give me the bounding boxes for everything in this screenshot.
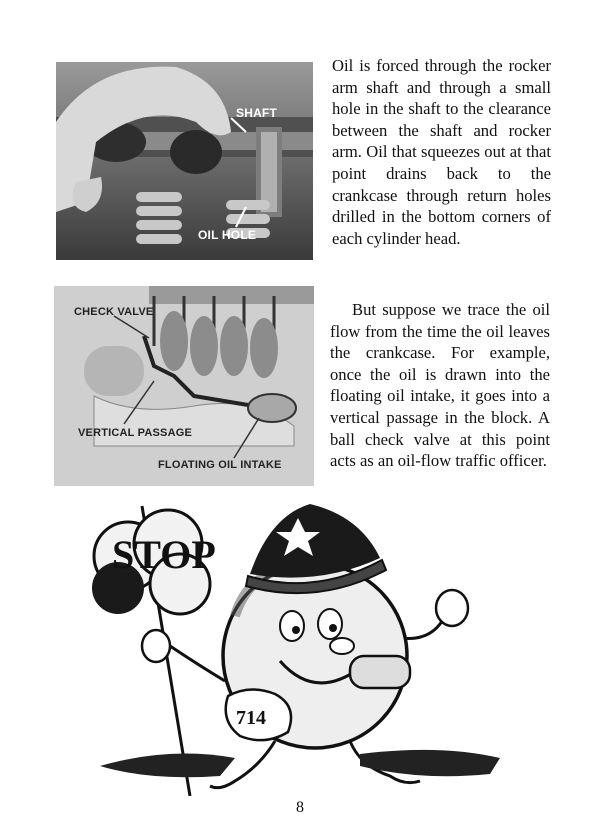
floating-oil-intake-label: FLOATING OIL INTAKE xyxy=(158,459,282,471)
check-valve-label: CHECK VALVE xyxy=(74,306,154,318)
paragraph-rocker-arm: Oil is forced through the rocker arm shaft and through a small hole in the shaft to the clearance between the shaft and rocker arm. Oil that squeezes out at that point drains back to the crankcase through return holes drilled in the bottom corners of each cylinder head. xyxy=(332,56,551,248)
badge-number: 714 xyxy=(236,707,266,729)
stop-sign xyxy=(92,510,216,614)
vertical-passage-label: VERTICAL PASSAGE xyxy=(78,427,193,439)
paragraph-oil-flow: But suppose we trace the oil flow from the time the oil leaves the crankcase. For example, once the oil is drawn into the floating oil intake, it goes into a vertical passage in the block. A ball check valve at this point acts as an oil-flow traffic officer. xyxy=(330,300,550,471)
shaft-label: SHAFT xyxy=(236,106,277,120)
rocker-arm-photo xyxy=(56,62,313,260)
traffic-officer-cartoon xyxy=(60,496,540,796)
oil-hole-label: OIL HOLE xyxy=(198,228,257,242)
rocker-arm-photo-art xyxy=(56,62,313,260)
oil-flow-photo xyxy=(54,286,314,486)
stop-sign-text: STOP xyxy=(112,532,216,577)
page-number: 8 xyxy=(296,799,304,816)
badge xyxy=(226,689,291,740)
whistle xyxy=(350,656,410,688)
